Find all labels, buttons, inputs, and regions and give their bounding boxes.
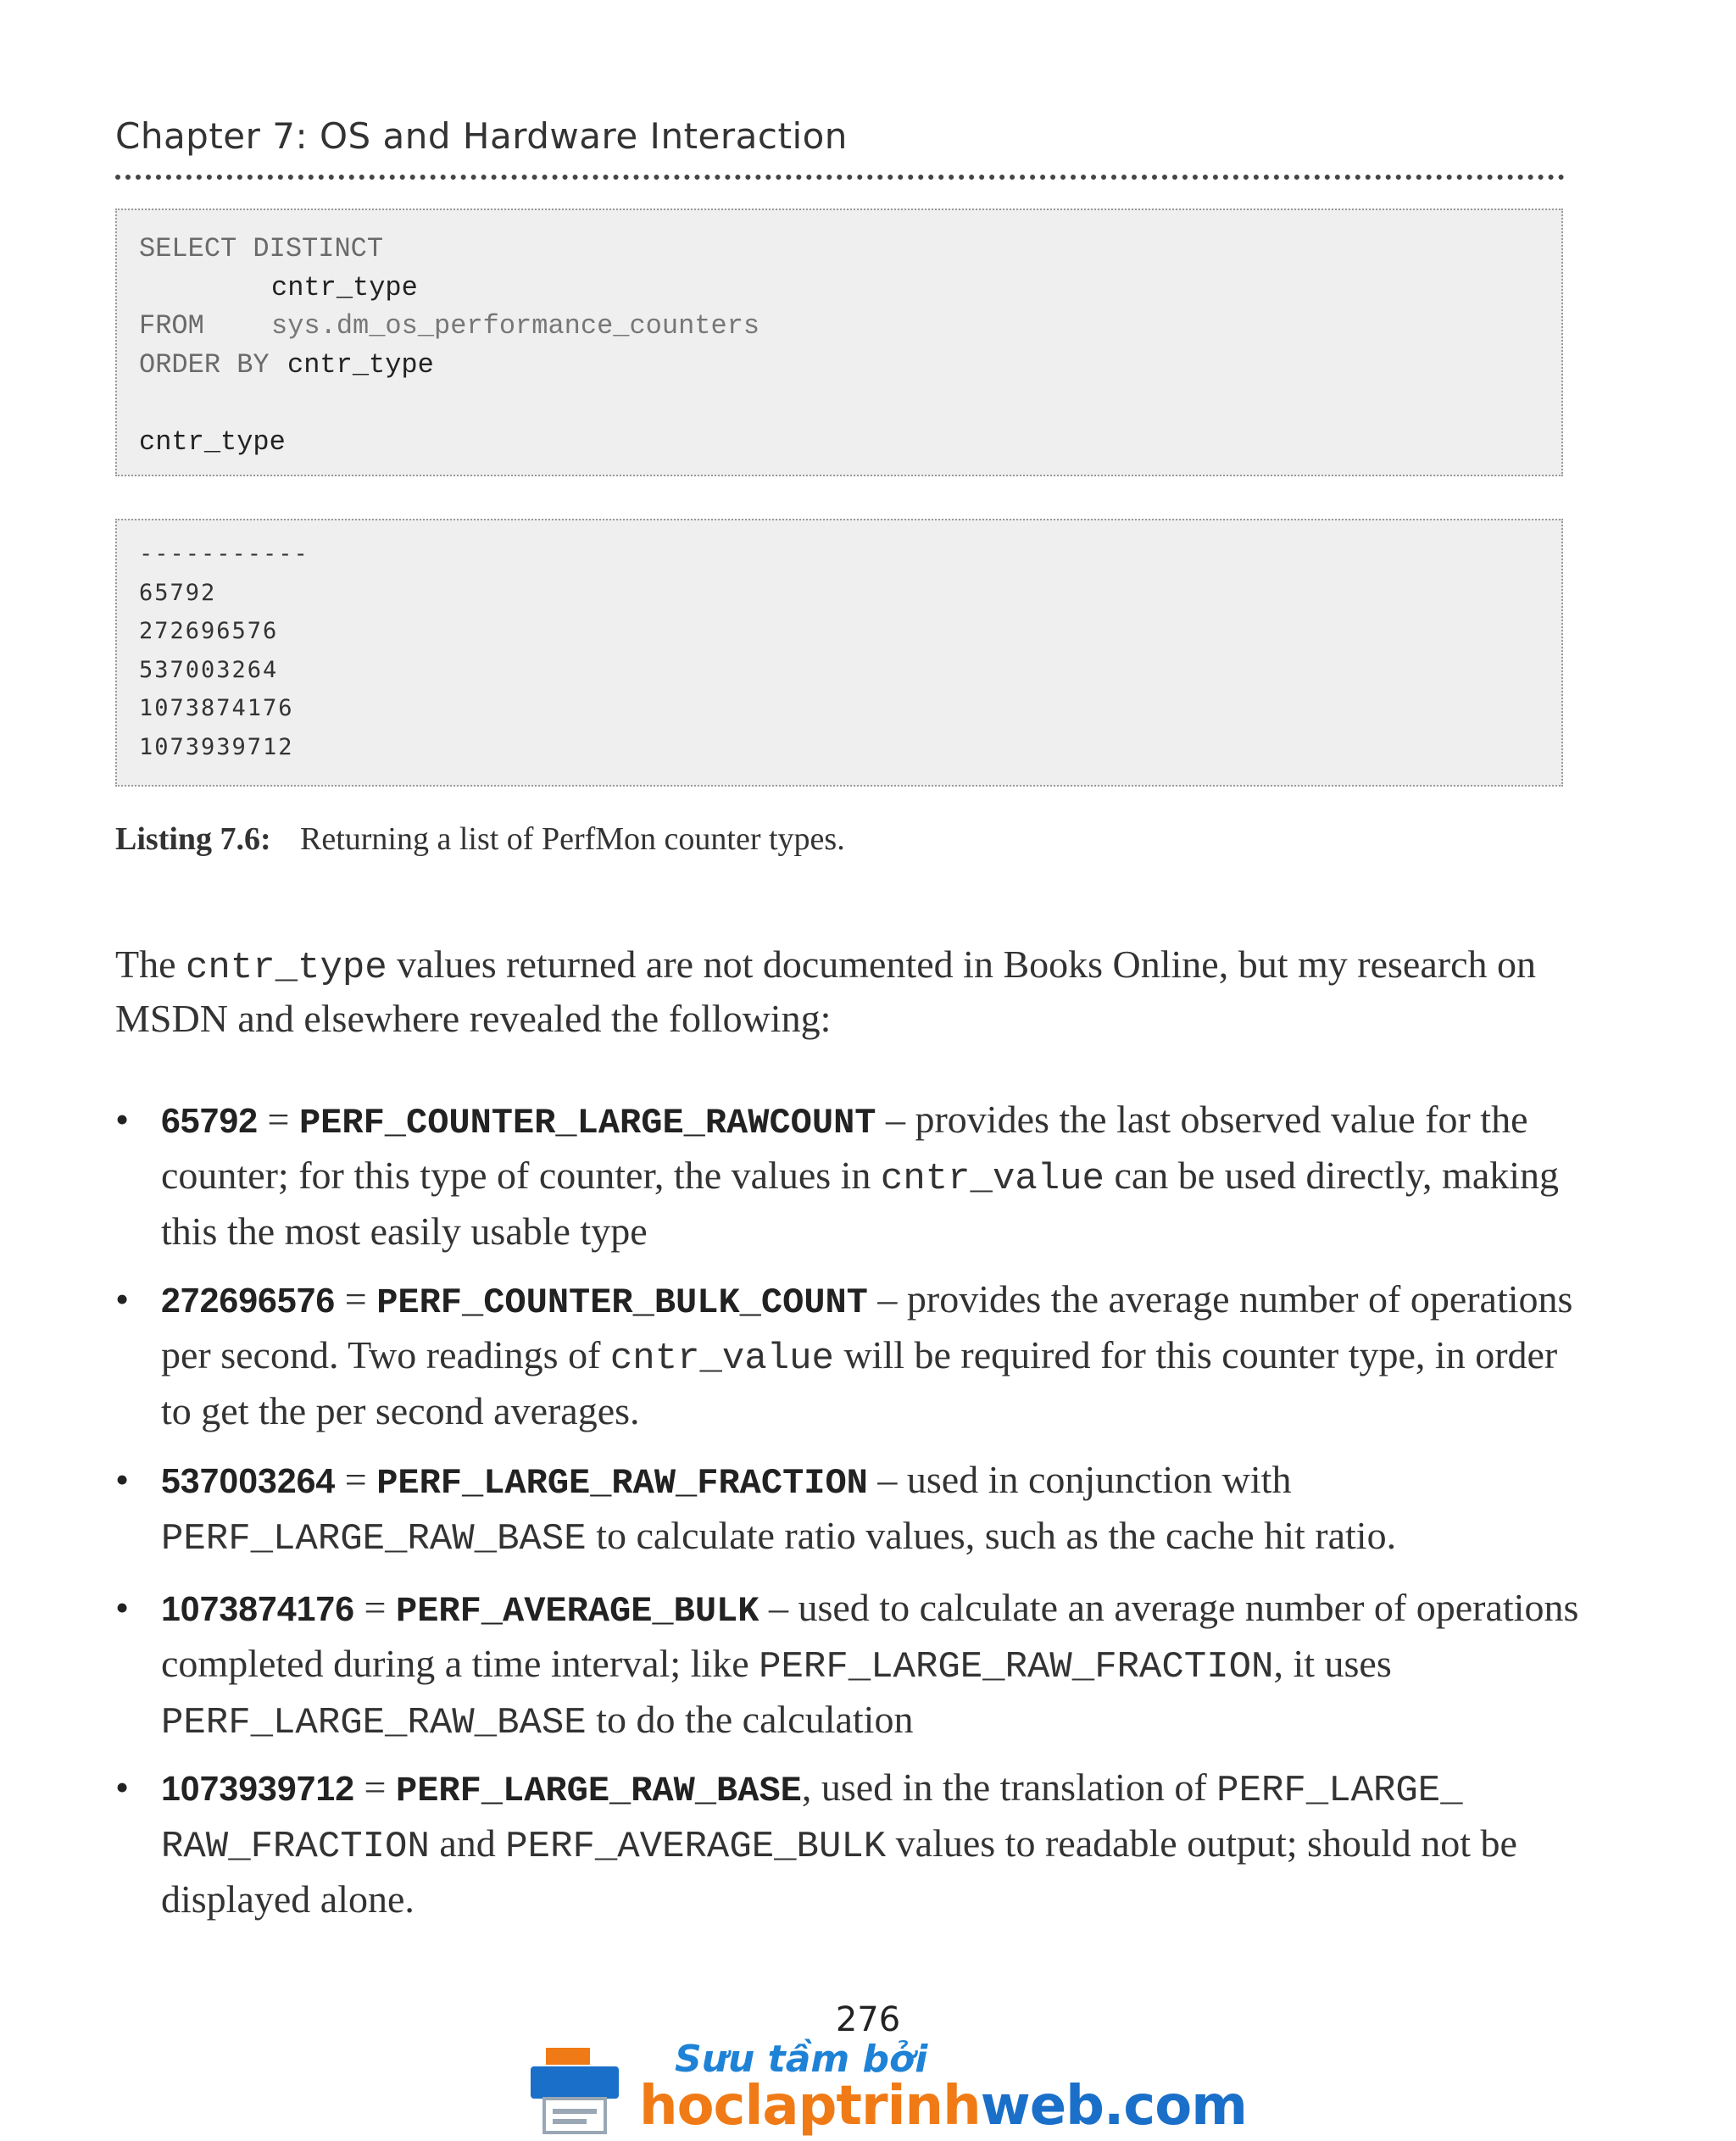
printer-logo-icon xyxy=(531,2048,619,2136)
inline-code: cntr_value xyxy=(880,1158,1104,1200)
result-row: 1073874176 xyxy=(139,695,294,721)
text-run: = xyxy=(354,1766,396,1809)
result-separator: ----------- xyxy=(139,541,309,567)
code-line: cntr_type xyxy=(271,272,418,303)
watermark-site-name xyxy=(639,2075,1247,2138)
text-run: = xyxy=(335,1458,377,1501)
bullet-icon: • xyxy=(115,1277,130,1321)
inline-code: cntr_type xyxy=(186,947,387,989)
sql-query-code-block xyxy=(115,209,1563,476)
text-run: , it uses xyxy=(1273,1642,1392,1685)
chapter-title: Chapter 7: OS and Hardware Interaction xyxy=(115,115,848,157)
watermark-subtitle: Sưu tầm bởi xyxy=(675,2038,928,2081)
code-line: cntr_type xyxy=(287,349,434,381)
listing-caption xyxy=(115,820,1565,858)
result-row: 65792 xyxy=(139,580,217,606)
code-line: SELECT DISTINCT xyxy=(139,233,384,264)
bullet-icon: • xyxy=(115,1458,130,1501)
text-run: values to readable output; should not be displayed alone. xyxy=(161,1821,1517,1921)
bullet-icon: • xyxy=(115,1098,130,1141)
inline-code: PERF_AVERAGE_BULK xyxy=(505,1826,887,1868)
header-divider xyxy=(115,175,1565,180)
counter-constant: PERF_AVERAGE_BULK xyxy=(395,1591,760,1632)
text-run: The xyxy=(115,943,186,986)
result-row: 537003264 xyxy=(139,657,279,683)
intro-paragraph xyxy=(115,939,1573,1044)
listing-text: Returning a list of PerfMon counter types. xyxy=(300,821,845,857)
site-name-part: web.com xyxy=(980,2075,1247,2138)
text-run: and xyxy=(429,1821,506,1865)
counter-constant: PERF_COUNTER_BULK_COUNT xyxy=(376,1282,868,1323)
code-line: ORDER BY xyxy=(139,349,270,381)
site-name-part: hoclaptrinh xyxy=(639,2075,981,2138)
text-run: = xyxy=(354,1586,396,1629)
text-run: can be used directly, making this the most easily usable type xyxy=(161,1154,1560,1253)
bullet-icon: • xyxy=(115,1766,130,1809)
watermark xyxy=(531,2038,1247,2141)
counter-number: 537003264 xyxy=(161,1461,336,1500)
text-run: = xyxy=(258,1098,299,1141)
result-row: 272696576 xyxy=(139,618,279,644)
counter-constant: PERF_LARGE_RAW_BASE xyxy=(395,1771,802,1811)
text-run: to do the calculation xyxy=(586,1698,914,1741)
result-row: 1073939712 xyxy=(139,734,294,760)
code-line: cntr_type xyxy=(139,426,286,458)
inline-code: PERF_LARGE_RAW_BASE xyxy=(161,1518,587,1560)
text-run: = xyxy=(335,1277,377,1321)
text-run: to calculate ratio values, such as the cache hit ratio. xyxy=(586,1514,1397,1557)
text-run: – used in conjunction with xyxy=(867,1458,1292,1501)
page-number: 276 xyxy=(835,2000,901,2039)
inline-code: PERF_LARGE_RAW_BASE xyxy=(161,1702,587,1744)
text-run: – used to calculate an average number of operations completed during a time interval; like xyxy=(161,1586,1579,1685)
text-run: will be required for this counter type, in order to get the per second averages. xyxy=(161,1333,1558,1432)
query-result-code-block xyxy=(115,519,1563,787)
counter-number: 272696576 xyxy=(161,1281,336,1320)
counter-number: 65792 xyxy=(161,1101,259,1140)
code-line: sys.dm_os_performance_counters xyxy=(271,310,760,342)
code-line: FROM xyxy=(139,310,204,342)
listing-label: Listing 7.6: xyxy=(115,821,271,857)
text-run: values returned are not documented in Books Online, but my research on MSDN and elsewhere revealed the following: xyxy=(115,943,1536,1040)
counter-number: 1073874176 xyxy=(161,1589,355,1628)
bullet-icon: • xyxy=(115,1586,130,1629)
text-run: – provides the last observed value for the counter; for this type of counter, the values in xyxy=(161,1098,1528,1197)
inline-code: PERF_LARGE_ RAW_FRACTION xyxy=(161,1770,1463,1868)
counter-number: 1073939712 xyxy=(161,1769,355,1808)
counter-constant: PERF_COUNTER_LARGE_RAWCOUNT xyxy=(298,1103,876,1143)
inline-code: PERF_LARGE_RAW_FRACTION xyxy=(759,1646,1274,1688)
counter-constant: PERF_LARGE_RAW_FRACTION xyxy=(376,1463,868,1504)
inline-code: cntr_value xyxy=(609,1337,834,1380)
text-run: , used in the translation of xyxy=(801,1766,1217,1809)
text-run: – provides the average number of operations per second. Two readings of xyxy=(161,1277,1573,1376)
